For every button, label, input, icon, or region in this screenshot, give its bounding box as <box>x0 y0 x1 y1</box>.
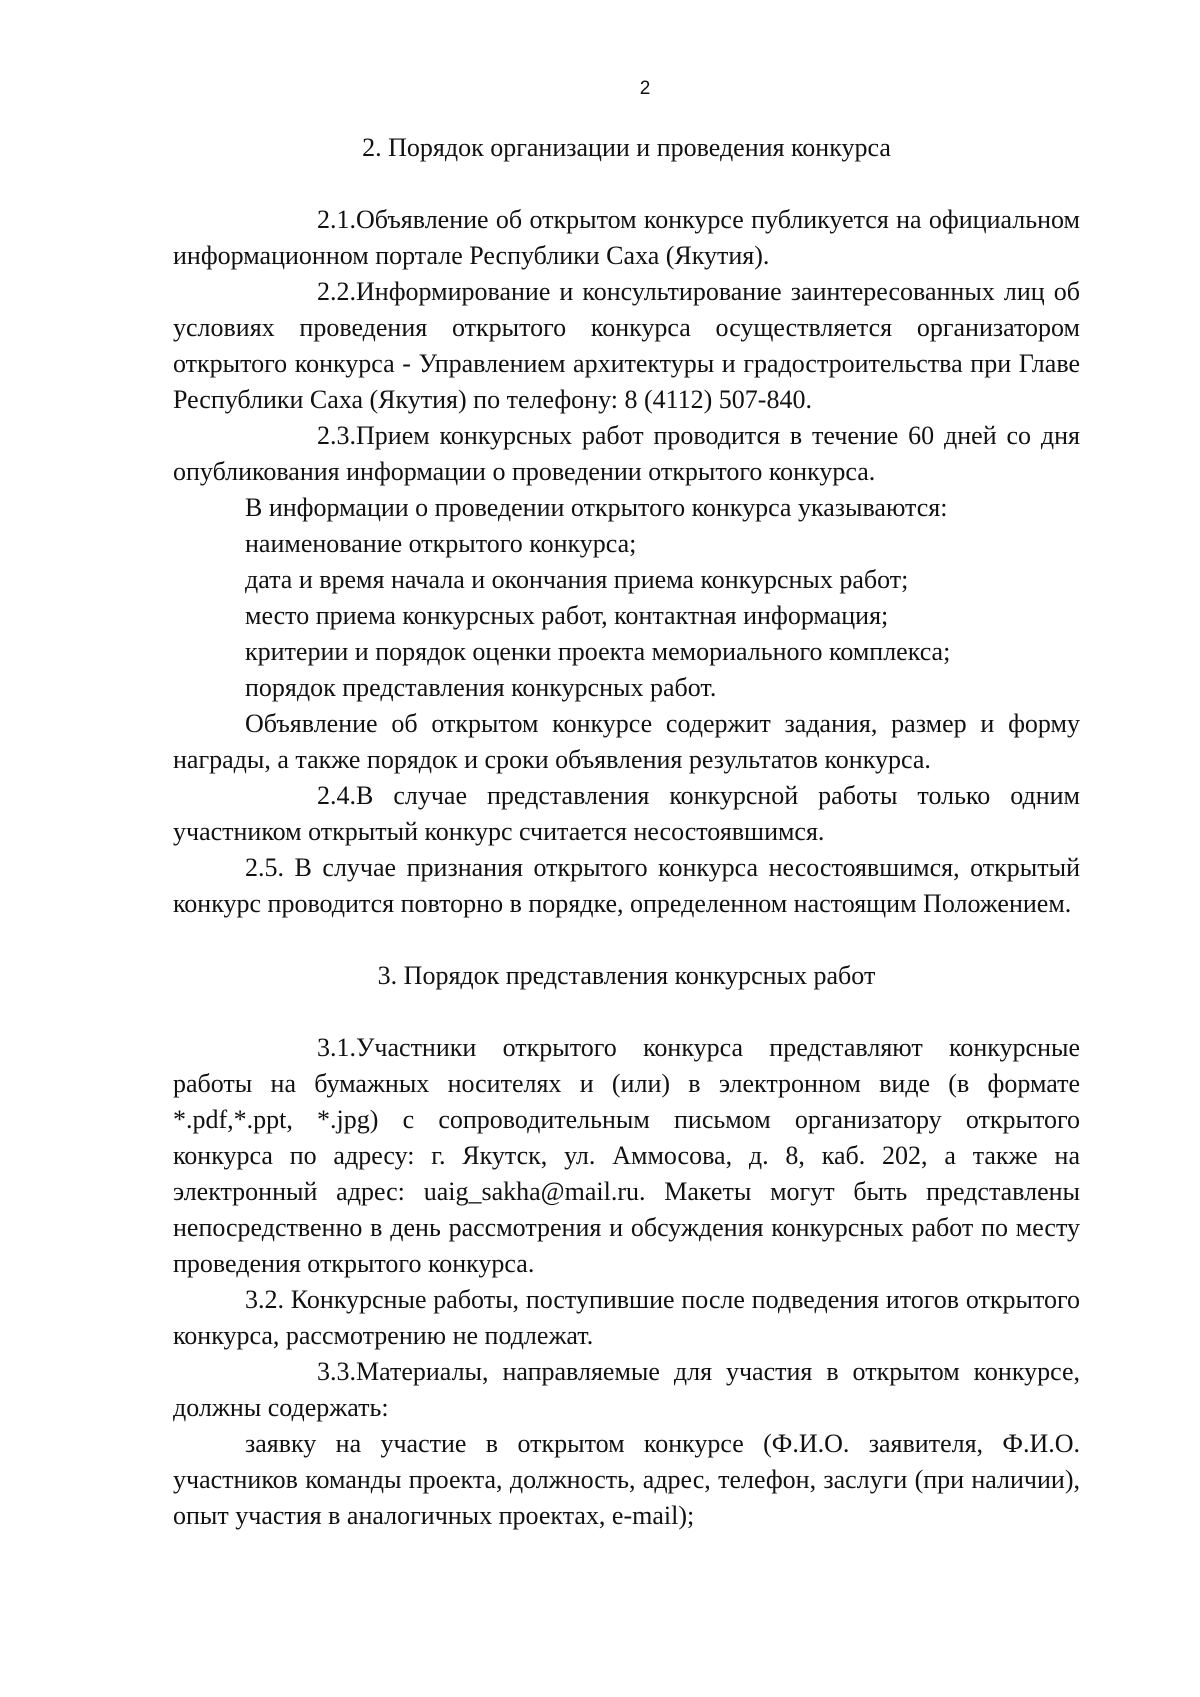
document-body <box>173 130 1080 1534</box>
clause-text: Участники открытого конкурса представляют конкурсные работы на бумажных носителях и (или) в электронном виде (в формате *.pdf,*.ppt, *.jpg) с сопроводительным письмом организатору открытого конкурса по адресу: г. Якутск, ул. Аммосова, д. 8, каб. 202, а также на электронный адрес: uaig_sakha@mail.ru. Макеты могут быть представлены непосредственно в день рассмотрения и обсуждения конкурсных работ по месту проведения открытого конкурса. <box>173 1033 1080 1278</box>
paragraph-2-4 <box>173 778 1080 850</box>
paragraph-2-3 <box>173 418 1080 490</box>
list-item: порядок представления конкурсных работ. <box>245 673 717 702</box>
clause-text: Прием конкурсных работ проводится в течение 60 дней со дня опубликования информации о проведении открытого конкурса. <box>173 421 1080 486</box>
clause-number: 2.4. <box>317 781 356 810</box>
section-3-title: 3. Порядок представления конкурсных работ <box>377 961 876 990</box>
application-paragraph: заявку на участие в открытом конкурсе (Ф.И.О. заявителя, Ф.И.О. участников команды проекта, должность, адрес, телефон, заслуги (при наличии), опыт участия в аналогичных проектах, e-mail); <box>173 1429 1080 1530</box>
clause-number: 2.3. <box>317 421 356 450</box>
clause-number: 2.2. <box>317 277 356 306</box>
clause-text: Объявление об открытом конкурсе публикуется на официальном информационном портале Республики Саха (Якутия). <box>173 205 1080 270</box>
clause-number: 2.1. <box>317 205 356 234</box>
list-item: место приема конкурсных работ, контактная информация; <box>245 601 889 630</box>
page-number: 2 <box>639 78 651 99</box>
clause-text: Информирование и консультирование заинтересованных лиц об условиях проведения открытого конкурса осуществляется организатором открытого конкурса - Управлением архитектуры и градостроительства при Главе Республики Саха (Якутия) по телефону: 8 (4112) 507-840. <box>173 277 1080 414</box>
section-2-title: 2. Порядок организации и проведения конкурса <box>362 133 891 162</box>
list-item: критерии и порядок оценки проекта мемориального комплекса; <box>245 637 951 666</box>
paragraph-3-2: 3.2. Конкурсные работы, поступившие после подведения итогов открытого конкурса, рассмотрению не подлежат. <box>173 1285 1080 1350</box>
clause-number: 3.1. <box>317 1033 356 1062</box>
clause-text: В случае представления конкурсной работы только одним участником открытый конкурс считается несостоявшимся. <box>173 781 1080 846</box>
clause-number: 3.3. <box>317 1357 356 1386</box>
clause-text: Материалы, направляемые для участия в открытом конкурсе, должны содержать: <box>173 1357 1080 1422</box>
list-item: дата и время начала и окончания приема конкурсных работ; <box>245 565 909 594</box>
list-item: наименование открытого конкурса; <box>245 529 637 558</box>
paragraph-3-3 <box>173 1354 1080 1426</box>
paragraph-2-2 <box>173 274 1080 418</box>
paragraph-3-1 <box>173 1030 1080 1282</box>
info-intro: В информации о проведении открытого конкурса указываются: <box>245 493 948 522</box>
announcement-paragraph: Объявление об открытом конкурсе содержит задания, размер и форму награды, а также порядок и сроки объявления результатов конкурса. <box>173 709 1080 774</box>
paragraph-2-5: 2.5. В случае признания открытого конкурса несостоявшимся, открытый конкурс проводится повторно в порядке, определенном настоящим Положением. <box>173 853 1080 918</box>
paragraph-2-1 <box>173 202 1080 274</box>
